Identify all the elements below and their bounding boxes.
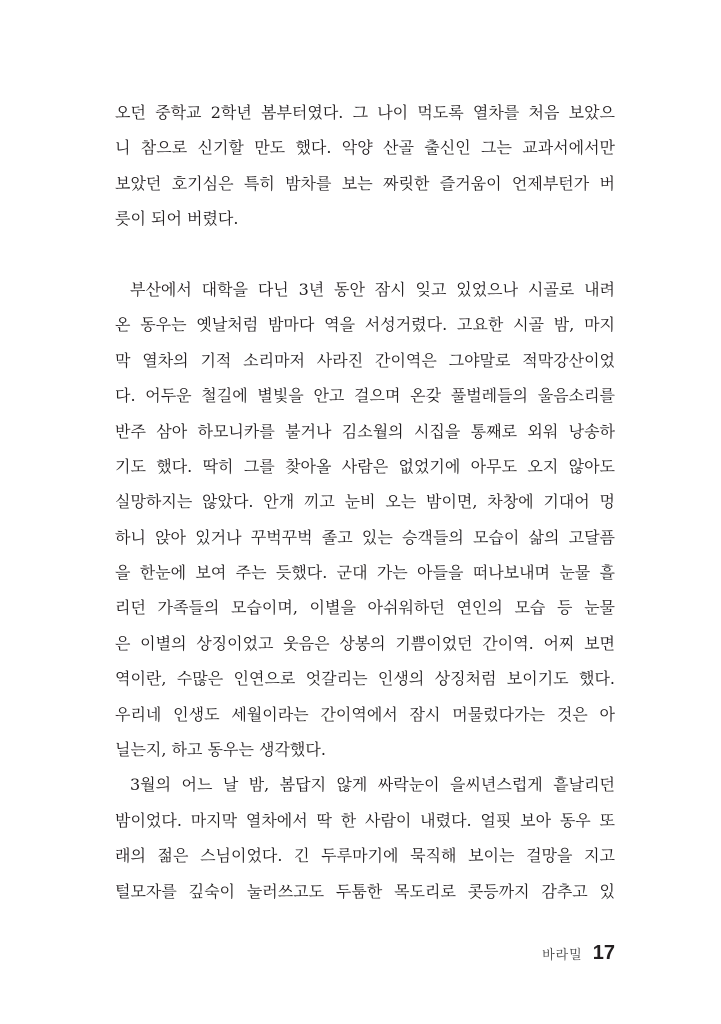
page-body	[115, 95, 615, 909]
text-line: 기도 했다. 딱히 그를 찾아올 사람은 없었기에 아무도 오지 않아도	[115, 456, 615, 476]
text-line: 역이란, 수많은 인연으로 엇갈리는 인생의 상징처럼 보이기도 했다.	[115, 669, 615, 689]
text-line: 니 참으로 신기할 만도 했다. 악양 산골 출신인 그는 교과서에서만	[115, 138, 615, 158]
text-line: 래의 젊은 스님이었다. 긴 두루마기에 묵직해 보이는 걸망을 지고	[115, 846, 615, 866]
text-line: 반주 삼아 하모니카를 불거나 김소월의 시집을 통째로 외워 낭송하	[115, 421, 615, 441]
paragraph-2	[115, 272, 615, 767]
text-line: 부산에서 대학을 다닌 3년 동안 잠시 잊고 있었으나 시골로 내려	[130, 279, 615, 299]
text-line: 온 동우는 옛날처럼 밤마다 역을 서성거렸다. 고요한 시골 밤, 마지	[115, 315, 615, 335]
text-line: 우리네 인생도 세월이라는 간이역에서 잠시 머물렀다가는 것은 아	[115, 704, 615, 724]
text-line: 을 한눈에 보여 주는 듯했다. 군대 가는 아들을 떠나보내며 눈물 흘	[115, 563, 615, 583]
text-line: 밤이었다. 마지막 열차에서 딱 한 사람이 내렸다. 얼핏 보아 동우 또	[115, 810, 615, 830]
paragraph-3	[115, 767, 615, 909]
text-line: 하니 앉아 있거나 꾸벅꾸벅 졸고 있는 승객들의 모습이 삶의 고달픔	[115, 527, 615, 547]
text-line: 다. 어두운 철길에 별빛을 안고 걸으며 온갖 풀벌레들의 울음소리를	[115, 386, 615, 406]
text-line: 오던 중학교 2학년 봄부터였다. 그 나이 먹도록 열차를 처음 보았으	[115, 103, 615, 122]
text-line: 릇이 되어 버렸다.	[115, 209, 239, 229]
text-line: 3월의 어느 날 밤, 봄답지 않게 싸락눈이 을씨년스럽게 흩날리던	[130, 775, 615, 795]
paragraph-1	[115, 95, 615, 237]
text-line: 보았던 호기심은 특히 밤차를 보는 짜릿한 즐거움이 언제부턴가 버	[115, 173, 615, 193]
text-line: 털모자를 깊숙이 눌러쓰고도 두툼한 목도리로 콧등까지 감추고 있	[115, 881, 615, 901]
text-line: 막 열차의 기적 소리마저 사라진 간이역은 그야말로 적막강산이었	[115, 350, 615, 370]
text-line: 닐는지, 하고 동우는 생각했다.	[115, 740, 326, 760]
page-number: 17	[592, 942, 615, 964]
text-line: 은 이별의 상징이었고 웃음은 상봉의 기쁨이었던 간이역. 어찌 보면	[115, 633, 615, 653]
text-line: 리던 가족들의 모습이며, 이별을 아쉬워하던 연인의 모습 등 눈물	[115, 598, 615, 618]
page-footer	[542, 942, 615, 965]
running-title: 바라밀	[542, 947, 583, 962]
text-line: 실망하지는 않았다. 안개 끼고 눈비 오는 밤이면, 차창에 기대어 멍	[115, 492, 615, 512]
paragraph-gap	[115, 237, 615, 272]
